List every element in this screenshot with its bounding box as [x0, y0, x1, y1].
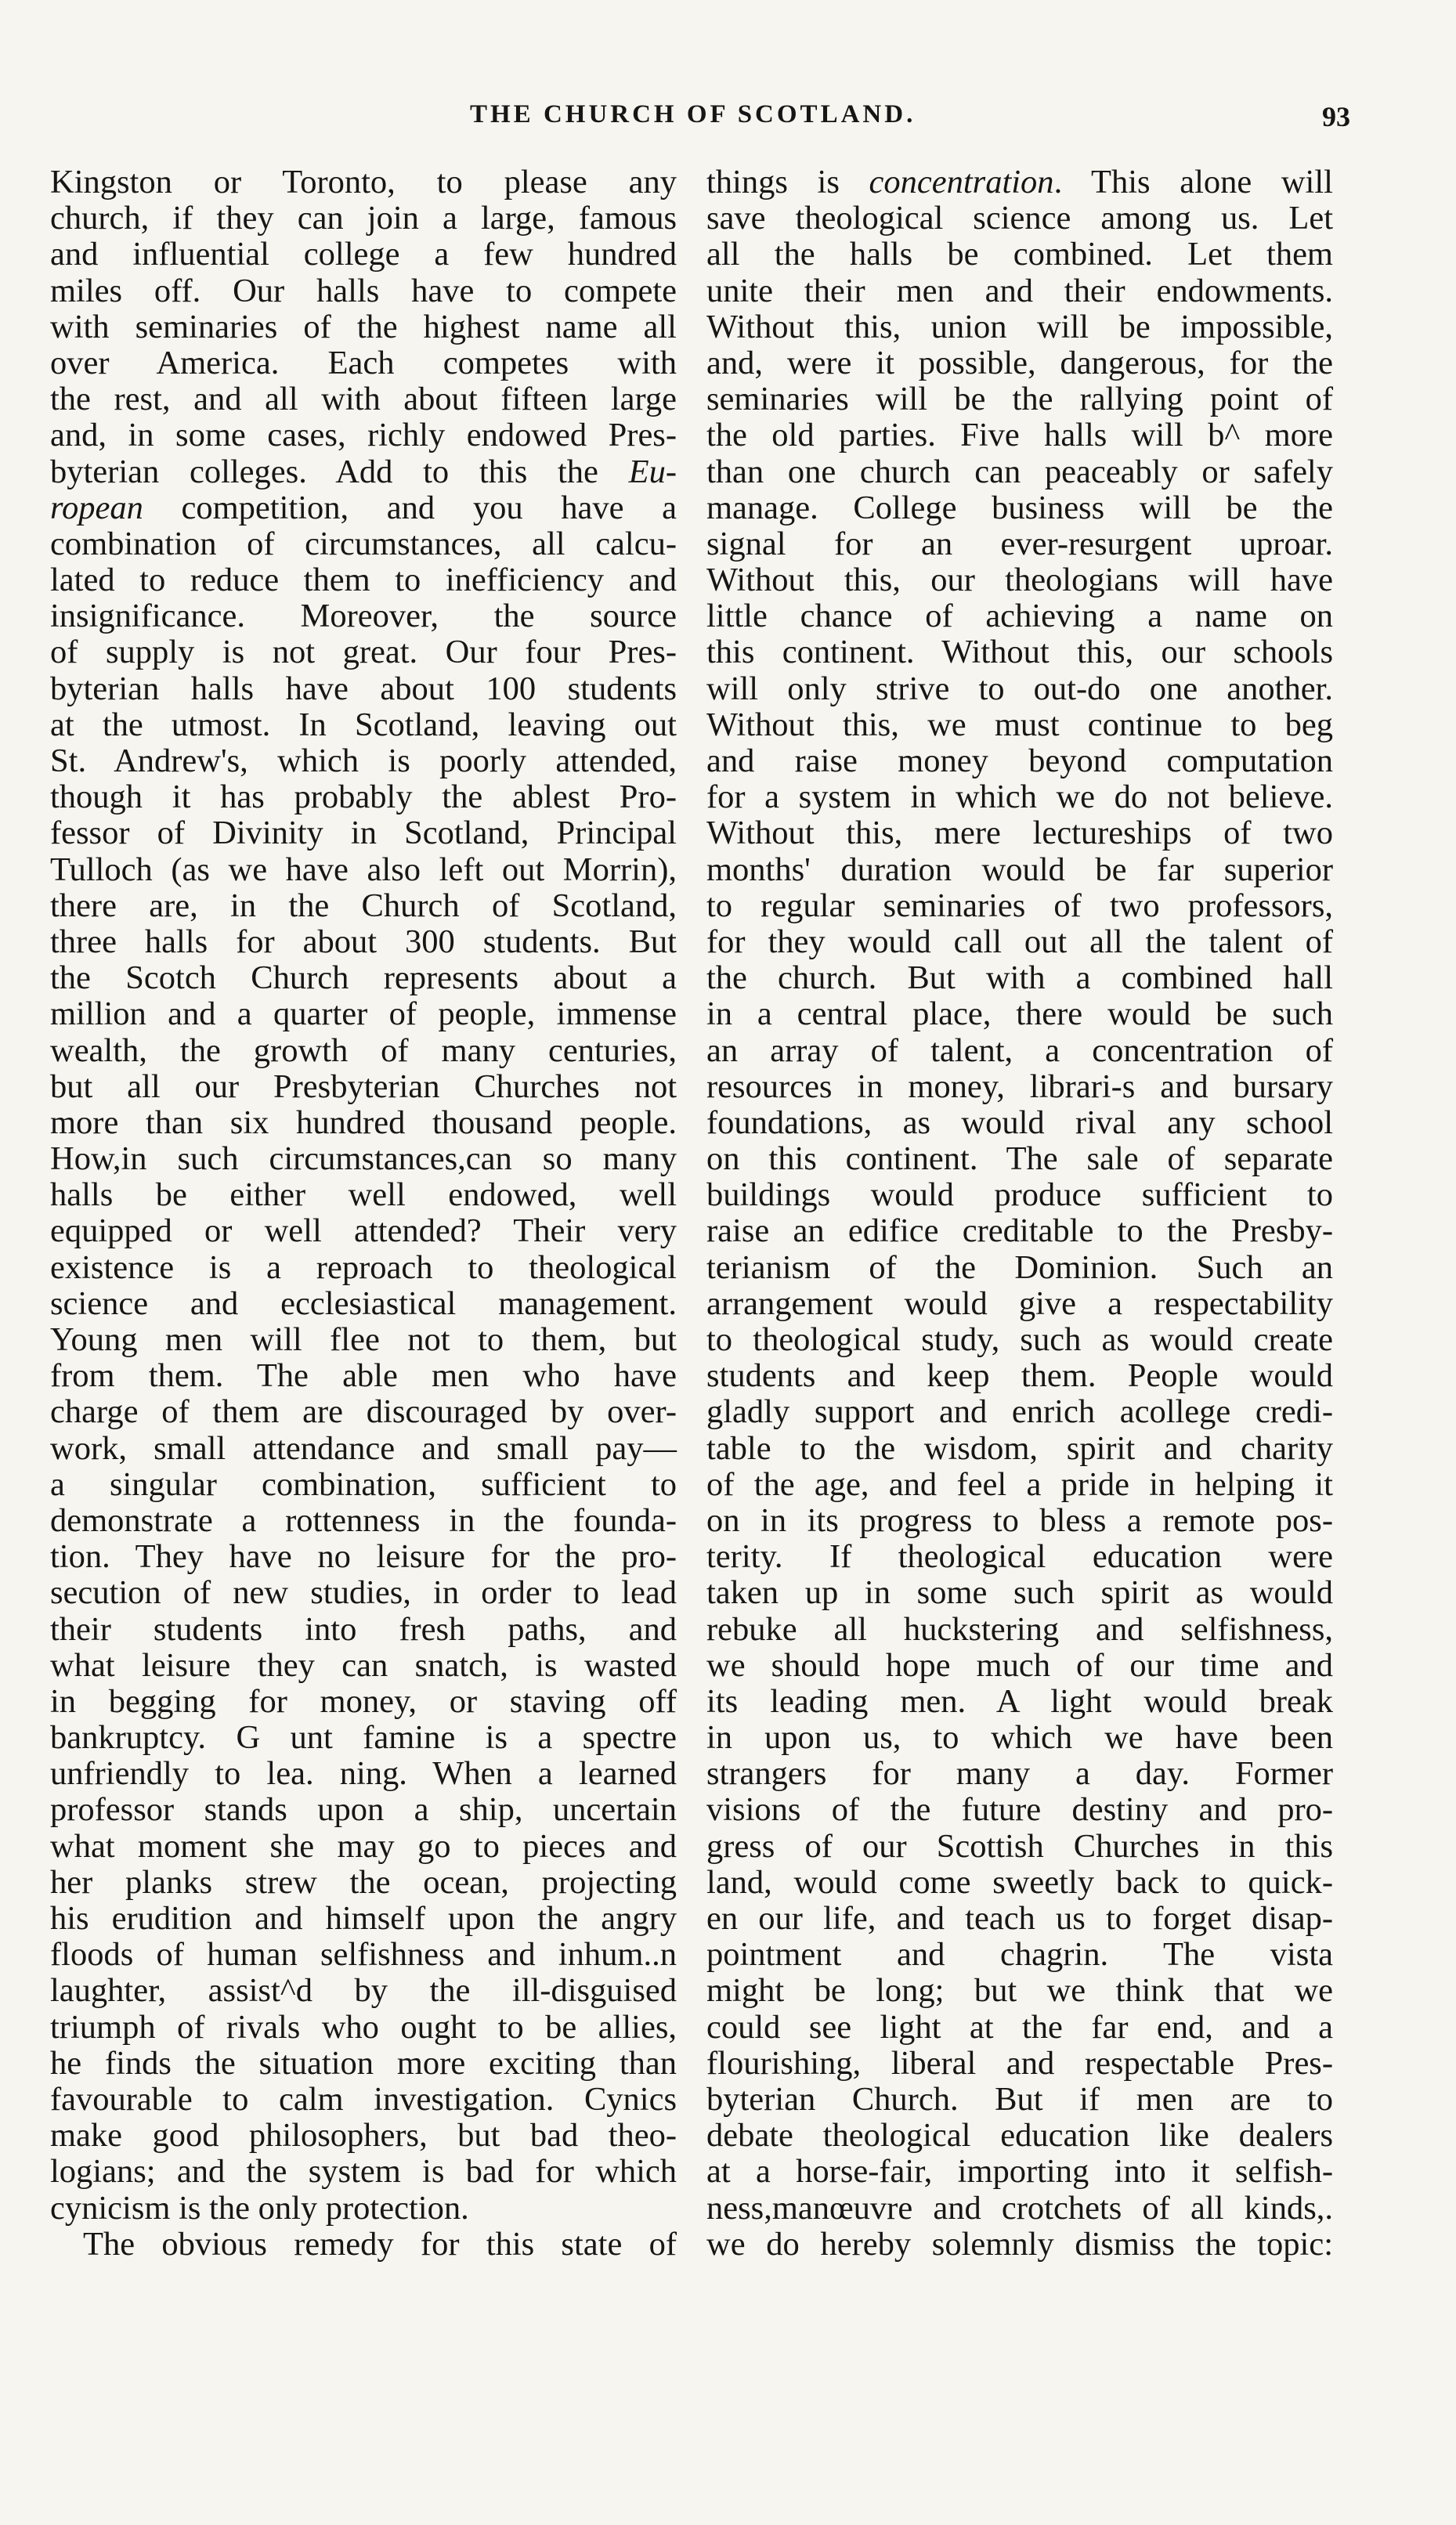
- right-column-line: byterian Church. But if men are to: [706, 2080, 1333, 2118]
- right-column-line: an array of talent, a concentration of: [706, 1031, 1333, 1069]
- left-column-line: three halls for about 300 students. But: [50, 923, 677, 960]
- left-column-line: what leisure they can snatch, is wasted: [50, 1646, 677, 1684]
- right-column-line: unite their men and their endowments.: [706, 272, 1333, 309]
- right-column-line: seminaries will be the rallying point of: [706, 381, 1333, 418]
- right-column-line: might be long; but we think that we: [706, 1972, 1333, 2010]
- left-column-line: though it has probably the ablest Pro-: [50, 778, 677, 816]
- right-column-line: little chance of achieving a name on: [706, 598, 1333, 635]
- right-column-line: on in its progress to bless a remote pos-: [706, 1501, 1333, 1539]
- left-column-line: he finds the situation more exciting than: [50, 2044, 677, 2082]
- right-column-line: land, would come sweetly back to quick-: [706, 1863, 1333, 1901]
- left-column-line: the Scotch Church represents about a: [50, 959, 677, 997]
- right-column-line: than one church can peaceably or safely: [706, 453, 1333, 490]
- left-column-line: make good philosophers, but bad theo-: [50, 2117, 677, 2155]
- left-column-line: byterian colleges. Add to this the Eu-: [50, 453, 677, 490]
- left-column-line: of supply is not great. Our four Pres-: [50, 634, 677, 671]
- left-column-line: million and a quarter of people, immense: [50, 995, 677, 1033]
- left-column-line: combination of circumstances, all calcu-: [50, 525, 677, 562]
- right-column-line: we do hereby solemnly dismiss the topic:: [706, 2225, 1333, 2263]
- right-column-line: resources in money, librari-s and bursary: [706, 1067, 1333, 1105]
- right-column-line: Without this, union will be impossible,: [706, 308, 1333, 345]
- right-column-line: terianism of the Dominion. Such an: [706, 1248, 1333, 1286]
- left-column-line: professor stands upon a ship, uncertain: [50, 1791, 677, 1829]
- left-column-line: cynicism is the only protection.: [50, 2189, 469, 2227]
- left-column-line: miles off. Our halls have to compete: [50, 272, 677, 309]
- left-column-line: tion. They have no leisure for the pro-: [50, 1538, 677, 1576]
- left-column-line: at the utmost. In Scotland, leaving out: [50, 706, 677, 743]
- right-column-line: things is concentration. This alone will: [706, 164, 1333, 200]
- right-column-line: manage. College business will be the: [706, 489, 1333, 526]
- left-column-line: unfriendly to lea. ning. When a learned: [50, 1755, 677, 1793]
- left-column-line: and influential college a few hundred: [50, 236, 677, 273]
- left-column-line: Kingston or Toronto, to please any: [50, 164, 677, 200]
- left-column-line: St. Andrew's, which is poorly attended,: [50, 742, 677, 779]
- page-number: 93: [1322, 101, 1350, 132]
- right-column-line: all the halls be combined. Let them: [706, 236, 1333, 273]
- left-column-line: with seminaries of the highest name all: [50, 308, 677, 345]
- right-column-line: students and keep them. People would: [706, 1357, 1333, 1395]
- left-column-line: science and ecclesiastical management.: [50, 1284, 677, 1322]
- right-column-line: in upon us, to which we have been: [706, 1719, 1333, 1757]
- left-column-line: there are, in the Church of Scotland,: [50, 887, 677, 924]
- right-column-line: debate theological education like dealers: [706, 2117, 1333, 2155]
- left-column-line: ropean competition, and you have a: [50, 489, 677, 526]
- right-column-line: at a horse-fair, importing into it selfish-: [706, 2153, 1333, 2191]
- right-column-line: could see light at the far end, and a: [706, 2008, 1333, 2046]
- left-column-line: Tulloch (as we have also left out Morrin),: [50, 851, 677, 888]
- right-column-line: arrangement would give a respectability: [706, 1284, 1333, 1322]
- right-column-line: Without this, mere lectureships of two: [706, 815, 1333, 852]
- right-column-line: raise an edifice creditable to the Presby-: [706, 1212, 1333, 1250]
- left-column-line: existence is a reproach to theological: [50, 1248, 677, 1286]
- left-column-line: The obvious remedy for this state of: [83, 2225, 677, 2263]
- left-column-line: over America. Each competes with: [50, 344, 677, 381]
- right-column-line: pointment and chagrin. The vista: [706, 1936, 1333, 1974]
- right-column-line: the church. But with a combined hall: [706, 959, 1333, 997]
- right-column-line: will only strive to out-do one another.: [706, 670, 1333, 707]
- right-column-line: signal for an ever-resurgent uproar.: [706, 525, 1333, 562]
- right-column-line: Without this, we must continue to beg: [706, 706, 1333, 743]
- left-column-line: How,in such circumstances,can so many: [50, 1140, 677, 1178]
- right-column-line: buildings would produce sufficient to: [706, 1176, 1333, 1214]
- right-column-line: flourishing, liberal and respectable Pres-: [706, 2044, 1333, 2082]
- left-column-line: from them. The able men who have: [50, 1357, 677, 1395]
- left-column-line: Young men will flee not to them, but: [50, 1321, 677, 1358]
- left-column-line: in begging for money, or staving off: [50, 1682, 677, 1720]
- running-title: THE CHURCH OF SCOTLAND.: [470, 100, 916, 128]
- right-column-line: and, were it possible, dangerous, for the: [706, 344, 1333, 381]
- left-column-line: church, if they can join a large, famous: [50, 200, 677, 237]
- right-column-line: gladly support and enrich acollege credi-: [706, 1393, 1333, 1431]
- right-column-line: the old parties. Five halls will b^ more: [706, 417, 1333, 454]
- left-column-line: her planks strew the ocean, projecting: [50, 1863, 677, 1901]
- right-column-line: in a central place, there would be such: [706, 995, 1333, 1033]
- left-column-line: insignificance. Moreover, the source: [50, 598, 677, 635]
- left-column-line: more than six hundred thousand people.: [50, 1104, 677, 1141]
- left-column-line: demonstrate a rottenness in the founda-: [50, 1501, 677, 1539]
- left-column-line: a singular combination, sufficient to: [50, 1465, 677, 1503]
- left-column-line: secution of new studies, in order to lead: [50, 1574, 677, 1612]
- right-column-line: months' duration would be far superior: [706, 851, 1333, 888]
- right-column-line: visions of the future destiny and pro-: [706, 1791, 1333, 1829]
- left-column-line: byterian halls have about 100 students: [50, 670, 677, 707]
- right-column-line: foundations, as would rival any school: [706, 1104, 1333, 1141]
- right-column-line: save theological science among us. Let: [706, 200, 1333, 237]
- right-column-line: terity. If theological education were: [706, 1538, 1333, 1576]
- running-head: [0, 100, 1456, 147]
- left-column-line: what moment she may go to pieces and: [50, 1827, 677, 1865]
- right-column-line: for they would call out all the talent of: [706, 923, 1333, 960]
- right-column-line: on this continent. The sale of separate: [706, 1140, 1333, 1178]
- right-column-line: and raise money beyond computation: [706, 742, 1333, 779]
- left-column-line: wealth, the growth of many centuries,: [50, 1031, 677, 1069]
- left-column-line: triumph of rivals who ought to be allies,: [50, 2008, 677, 2046]
- left-column-line: the rest, and all with about fifteen large: [50, 381, 677, 418]
- left-column-line: floods of human selfishness and inhum..n: [50, 1936, 677, 1974]
- right-column-line: its leading men. A light would break: [706, 1682, 1333, 1720]
- left-column-line: and, in some cases, richly endowed Pres-: [50, 417, 677, 454]
- left-column-line: his erudition and himself upon the angry: [50, 1900, 677, 1937]
- left-column-line: work, small attendance and small pay—: [50, 1429, 677, 1467]
- right-column-line: ness,manœuvre and crotchets of all kinds,.: [706, 2189, 1333, 2227]
- left-column-line: favourable to calm investigation. Cynics: [50, 2080, 677, 2118]
- right-column-line: to theological study, such as would create: [706, 1321, 1333, 1358]
- right-column-line: to regular seminaries of two professors,: [706, 887, 1333, 924]
- right-column-line: gress of our Scottish Churches in this: [706, 1827, 1333, 1865]
- right-column-line: strangers for many a day. Former: [706, 1755, 1333, 1793]
- right-column-line: this continent. Without this, our schools: [706, 634, 1333, 671]
- left-column: [50, 164, 677, 2263]
- left-column-line: equipped or well attended? Their very: [50, 1212, 677, 1250]
- left-column-line: but all our Presbyterian Churches not: [50, 1067, 677, 1105]
- left-column-line: logians; and the system is bad for which: [50, 2153, 677, 2191]
- left-column-line: their students into fresh paths, and: [50, 1610, 677, 1648]
- right-column-line: en our life, and teach us to forget disap-: [706, 1900, 1333, 1937]
- right-column-line: rebuke all huckstering and selfishness,: [706, 1610, 1333, 1648]
- left-column-line: laughter, assist^d by the ill-disguised: [50, 1972, 677, 2010]
- right-column: [706, 164, 1333, 2263]
- left-column-line: charge of them are discouraged by over-: [50, 1393, 677, 1431]
- left-column-line: lated to reduce them to inefficiency and: [50, 562, 677, 599]
- right-column-line: we should hope much of our time and: [706, 1646, 1333, 1684]
- left-column-line: bankruptcy. G unt famine is a spectre: [50, 1719, 677, 1757]
- left-column-line: fessor of Divinity in Scotland, Principal: [50, 815, 677, 852]
- right-column-line: taken up in some such spirit as would: [706, 1574, 1333, 1612]
- right-column-line: for a system in which we do not believe.: [706, 778, 1333, 816]
- left-column-line: halls be either well endowed, well: [50, 1176, 677, 1214]
- right-column-line: of the age, and feel a pride in helping it: [706, 1465, 1333, 1503]
- right-column-line: Without this, our theologians will have: [706, 562, 1333, 599]
- right-column-line: table to the wisdom, spirit and charity: [706, 1429, 1333, 1467]
